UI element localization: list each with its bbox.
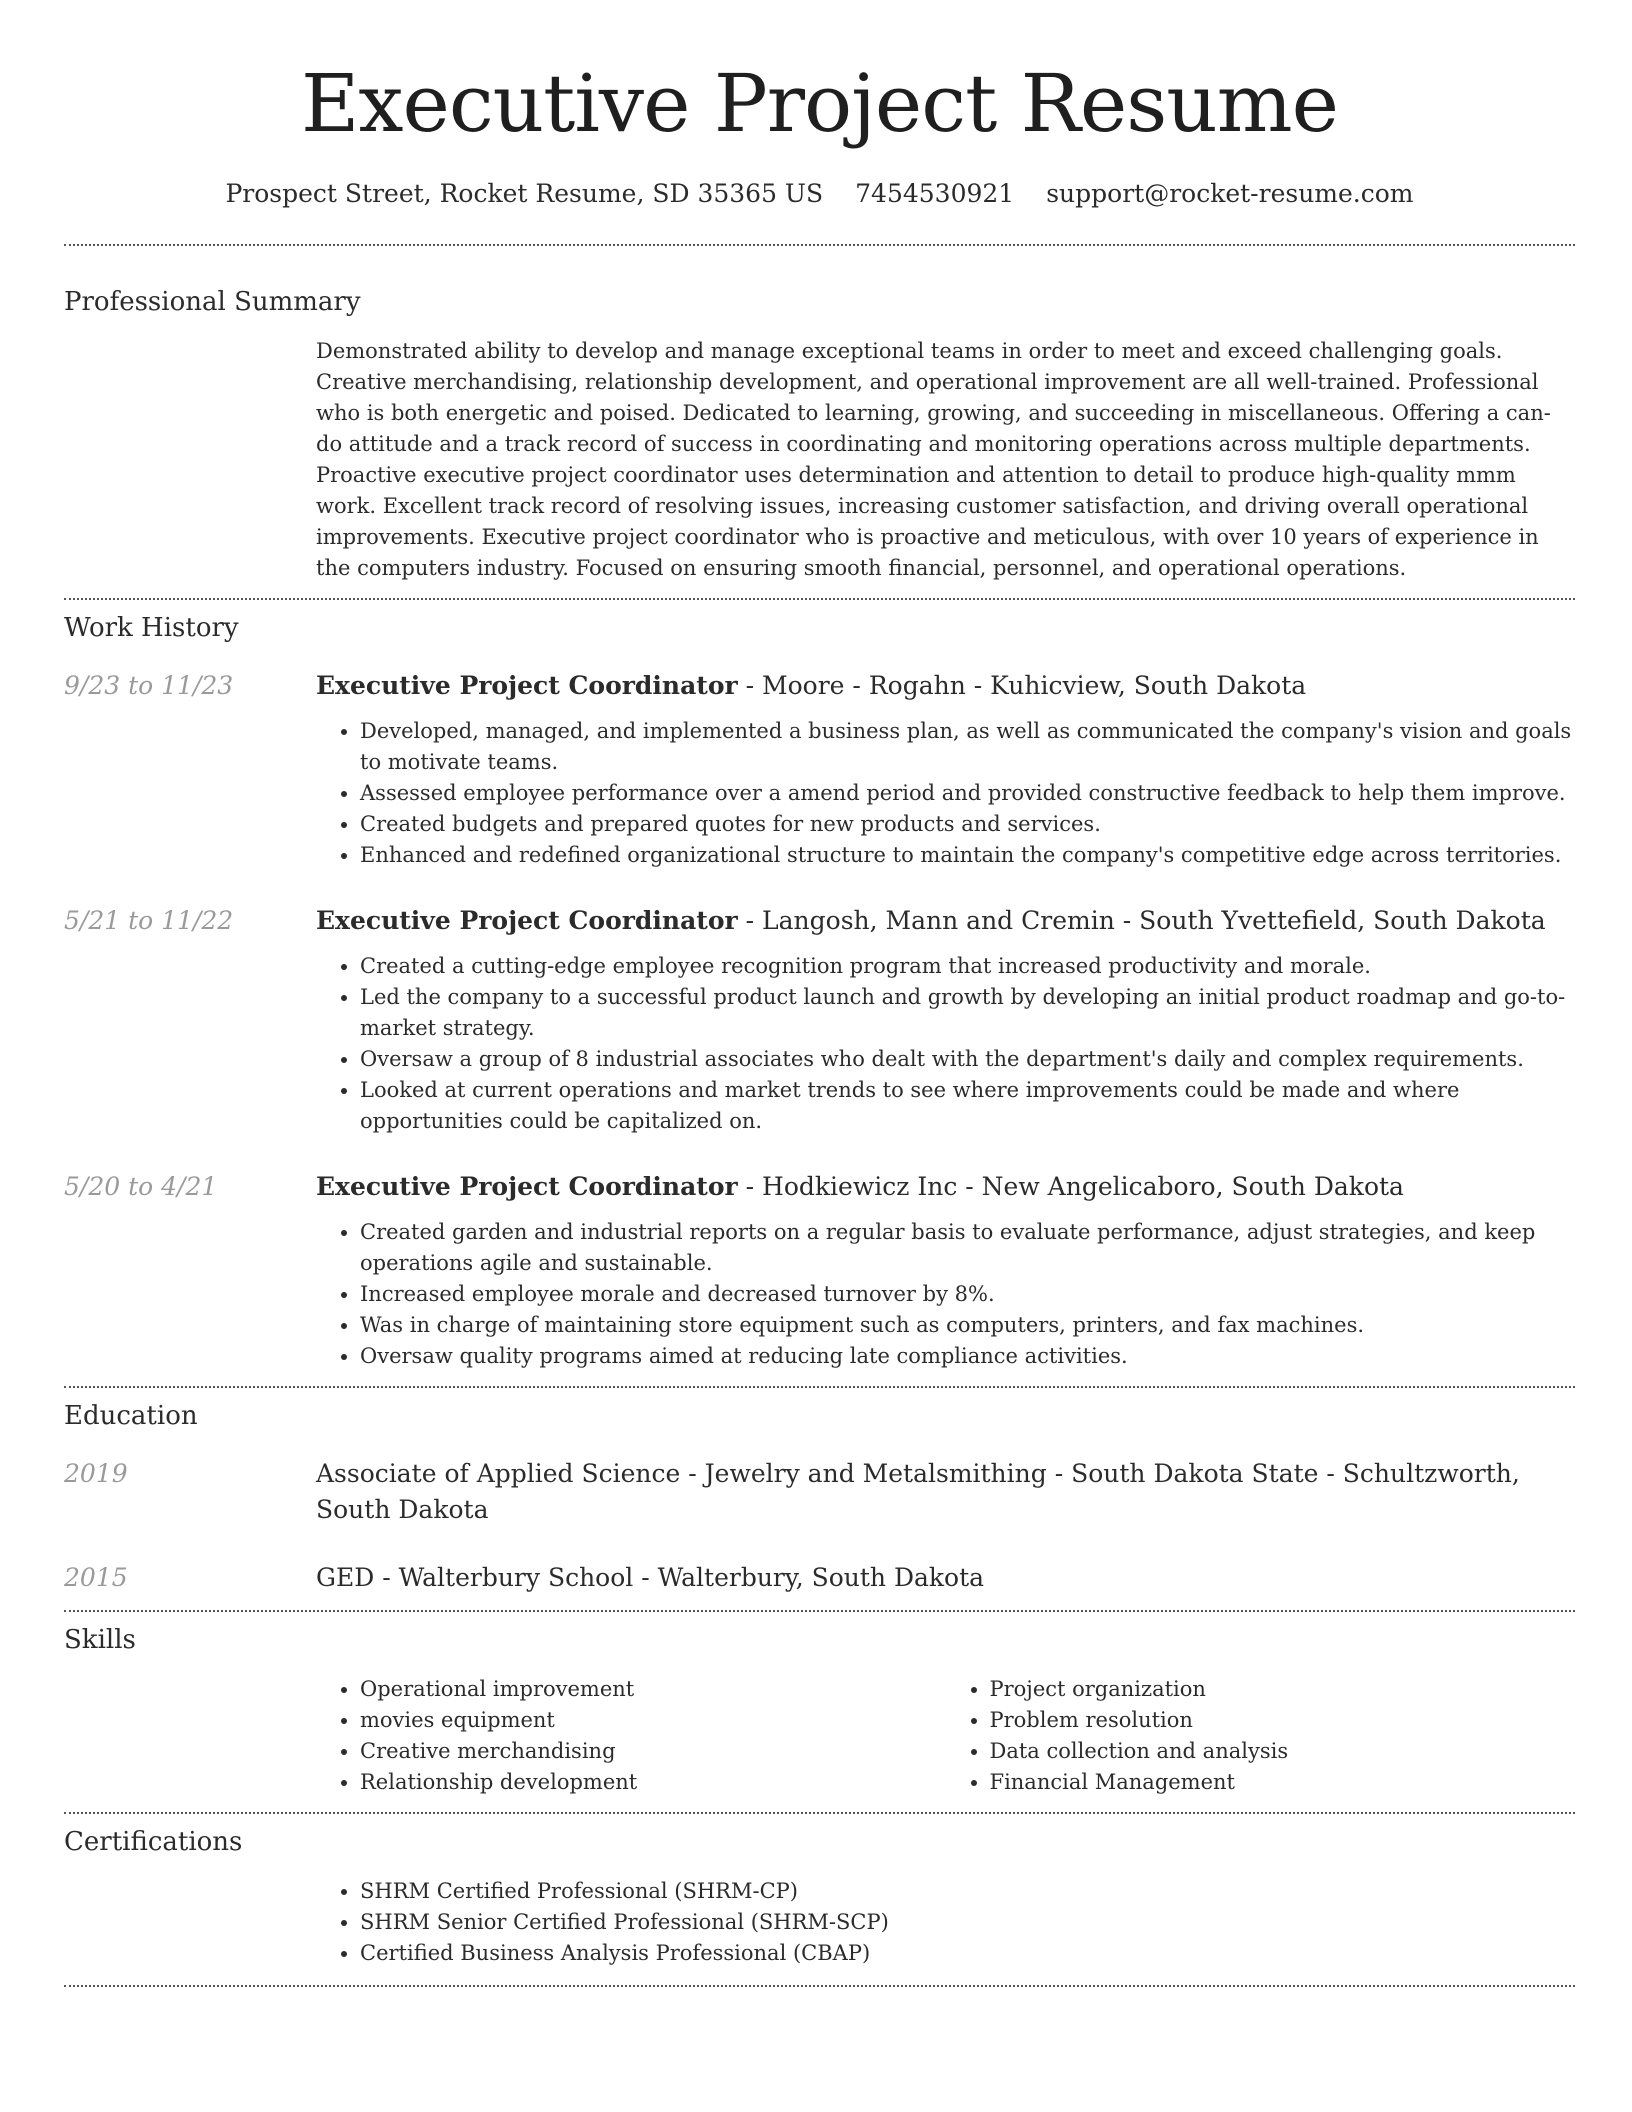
section-divider [64, 1985, 1575, 1987]
job-title [316, 668, 1575, 704]
job-entry [64, 1169, 1575, 1372]
list-item: • Increased employee morale and decreased turnover by 8%. [360, 1279, 1575, 1310]
list-item: • Creative merchandising [360, 1736, 946, 1767]
job-role: Executive Project Coordinator [316, 906, 738, 935]
list-item: • Enhanced and redefined organizational structure to maintain the company's competitive edge across territories. [360, 840, 1575, 871]
list-item: • Developed, managed, and implemented a business plan, as well as communicated the company's vision and goals to motivate teams. [360, 716, 1575, 778]
contact-address: Prospect Street, Rocket Resume, SD 35365 US [225, 179, 824, 208]
job-bullets [316, 951, 1575, 1137]
list-item: • Operational improvement [360, 1674, 946, 1705]
job-details: - Langosh, Mann and Cremin - South Yvettefield, South Dakota [737, 906, 1546, 935]
list-item: • Data collection and analysis [990, 1736, 1576, 1767]
certifications-list [316, 1876, 1575, 1969]
job-details: - Moore - Rogahn - Kuhicview, South Dakota [737, 671, 1307, 700]
list-item: • Project organization [990, 1674, 1576, 1705]
skills-section [64, 1612, 1575, 1798]
education-section [64, 1388, 1575, 1596]
list-item: • SHRM Certified Professional (SHRM-CP) [360, 1876, 1575, 1907]
list-item: • Oversaw a group of 8 industrial associates who dealt with the department's daily and complex requirements. [360, 1044, 1575, 1075]
job-bullets [316, 1217, 1575, 1372]
list-item: • Certified Business Analysis Professional (CBAP) [360, 1938, 1575, 1969]
job-role: Executive Project Coordinator [316, 671, 738, 700]
job-entry [64, 903, 1575, 1137]
job-date: 5/20 to 4/21 [64, 1172, 218, 1201]
education-text: GED - Walterbury School - Walterbury, South Dakota [316, 1563, 985, 1592]
list-item: • SHRM Senior Certified Professional (SHRM-SCP) [360, 1907, 1575, 1938]
job-date: 9/23 to 11/23 [64, 671, 234, 700]
list-item: • movies equipment [360, 1705, 946, 1736]
job-title [316, 903, 1575, 939]
skills-list-left [316, 1674, 946, 1798]
list-item: • Was in charge of maintaining store equipment such as computers, printers, and fax machines. [360, 1310, 1575, 1341]
list-item: • Financial Management [990, 1767, 1576, 1798]
list-item: • Problem resolution [990, 1705, 1576, 1736]
section-title-work: Work History [64, 613, 239, 643]
list-item: • Oversaw quality programs aimed at reducing late compliance activities. [360, 1341, 1575, 1372]
list-item: • Assessed employee performance over a amend period and provided constructive feedback to help them improve. [360, 778, 1575, 809]
list-item: • Created a cutting-edge employee recognition program that increased productivity and morale. [360, 951, 1575, 982]
education-date: 2015 [64, 1563, 128, 1592]
summary-section [64, 246, 1575, 584]
contact-line [64, 176, 1575, 212]
work-section [64, 600, 1575, 1372]
job-date: 5/21 to 11/22 [64, 906, 234, 935]
list-item: • Led the company to a successful product launch and growth by developing an initial product roadmap and go-to-market strategy. [360, 982, 1575, 1044]
resume-title: Executive Project Resume [300, 57, 1338, 150]
skills-list-right [946, 1674, 1576, 1798]
education-entry [64, 1456, 1575, 1528]
job-bullets [316, 716, 1575, 871]
job-entry [64, 668, 1575, 871]
education-entry [64, 1560, 1575, 1596]
job-details: - Hodkiewicz Inc - New Angelicaboro, South Dakota [737, 1172, 1404, 1201]
education-date: 2019 [64, 1459, 128, 1488]
section-title-skills: Skills [64, 1625, 136, 1655]
list-item: • Created garden and industrial reports on a regular basis to evaluate performance, adjust strategies, and keep operations agile and sustainable. [360, 1217, 1575, 1279]
contact-phone: 7454530921 [855, 179, 1015, 208]
job-title [316, 1169, 1575, 1205]
section-title-summary: Professional Summary [64, 287, 361, 317]
contact-email: support@rocket-resume.com [1046, 179, 1414, 208]
section-title-certifications: Certifications [64, 1827, 243, 1857]
section-title-education: Education [64, 1401, 198, 1431]
education-text: Associate of Applied Science - Jewelry and Metalsmithing - South Dakota State - Schultzworth, South Dakota [316, 1459, 1520, 1524]
list-item: • Looked at current operations and market trends to see where improvements could be made and where opportunities could be capitalized on. [360, 1075, 1575, 1137]
summary-text: Demonstrated ability to develop and manage exceptional teams in order to meet and exceed challenging goals. Creative merchandising, relationship development, and operational improvement are all well-trained. Professional who is both energetic and poised. Dedicated to learning, growing, and succeeding in miscellaneous. Offering a can-do attitude and a track record of success in coordinating and monitoring operations across multiple departments. Proactive executive project coordinator uses determination and attention to detail to produce high-quality mmm work. Excellent track record of resolving issues, increasing customer satisfaction, and driving overall operational improvements. Executive project coordinator who is proactive and meticulous, with over 10 years of experience in the computers industry. Focused on ensuring smooth financial, personnel, and operational operations. [316, 339, 1551, 580]
list-item: • Relationship development [360, 1767, 946, 1798]
job-role: Executive Project Coordinator [316, 1172, 738, 1201]
certifications-section [64, 1814, 1575, 1969]
list-item: • Created budgets and prepared quotes for new products and services. [360, 809, 1575, 840]
